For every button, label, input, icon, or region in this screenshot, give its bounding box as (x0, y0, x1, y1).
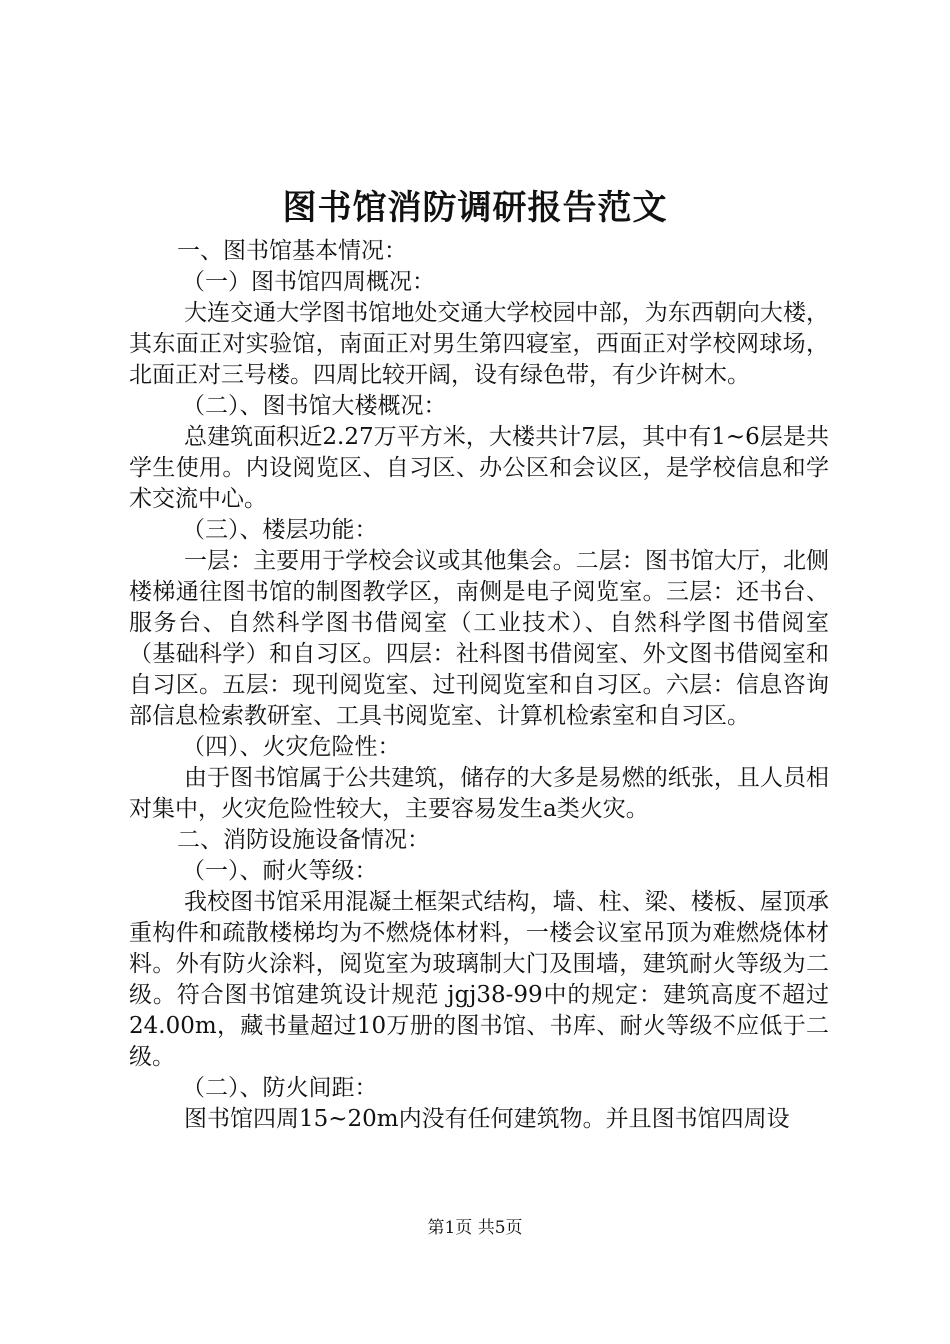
subheading-surroundings: （一）图书馆四周概况： (182, 269, 435, 295)
paragraph-fire-spacing: 图书馆四周15~20m内没有任何建筑物。并且图书馆四周设 (184, 1106, 790, 1132)
page-footer: 第1页 共5页 (427, 1218, 523, 1238)
paragraph-fire-resistance: 我校图书馆采用混凝土框架式结构，墙、柱、梁、楼板、屋顶承重构件和疏散楼梯均为不燃烧体材料，一楼会议室吊顶为难燃烧体材料。外有防火涂料，阅览室为玻璃制大门及围墙，建筑耐火等级为二级。符合图书馆建筑设计规范 jgj38-99中的规定：建筑高度不超过24.00m，藏书量超过10万册的图书馆、书库、耐火等级不应低于二级。 (129, 889, 829, 1070)
subheading-fire-spacing: （二）、防火间距： (182, 1075, 378, 1101)
page-title: 图书馆消防调研报告范文 (282, 188, 668, 228)
section-heading-basic-info: 一、图书馆基本情况： (177, 238, 407, 264)
subheading-fire-risk: （四）、火灾危险性： (182, 734, 401, 760)
subheading-building-overview: （二）、图书馆大楼概况： (182, 393, 447, 419)
paragraph-surroundings: 大连交通大学图书馆地处交通大学校园中部，为东西朝向大楼，其东面正对实验馆，南面正对男生第四寝室，西面正对学校网球场，北面正对三号楼。四周比较开阔，设有绿色带，有少许树木。 (129, 300, 829, 388)
paragraph-floor-functions: 一层：主要用于学校会议或其他集会。二层：图书馆大厅，北侧楼梯通往图书馆的制图教学区，南侧是电子阅览室。三层：还书台、服务台、自然科学图书借阅室（工业技术）、自然科学图书借阅室（基础科学）和自习区。四层：社科图书借阅室、外文图书借阅室和自习区。五层：现刊阅览室、过刊阅览室和自习区。六层：信息咨询部信息检索教研室、工具书阅览室、计算机检索室和自习区。 (129, 548, 829, 729)
paragraph-fire-risk: 由于图书馆属于公共建筑，储存的大多是易燃的纸张，且人员相对集中，火灾危险性较大，主要容易发生a类火灾。 (129, 765, 829, 822)
section-heading-fire-facilities: 二、消防设施设备情况： (177, 827, 430, 853)
subheading-floor-functions: （三）、楼层功能： (182, 517, 378, 543)
paragraph-building-overview: 总建筑面积近2.27万平方米，大楼共计7层，其中有1~6层是共学生使用。内设阅览区、自习区、办公区和会议区，是学校信息和学术交流中心。 (129, 424, 829, 512)
subheading-fire-resistance: （一）、耐火等级： (182, 858, 378, 884)
document-body (129, 236, 829, 1135)
